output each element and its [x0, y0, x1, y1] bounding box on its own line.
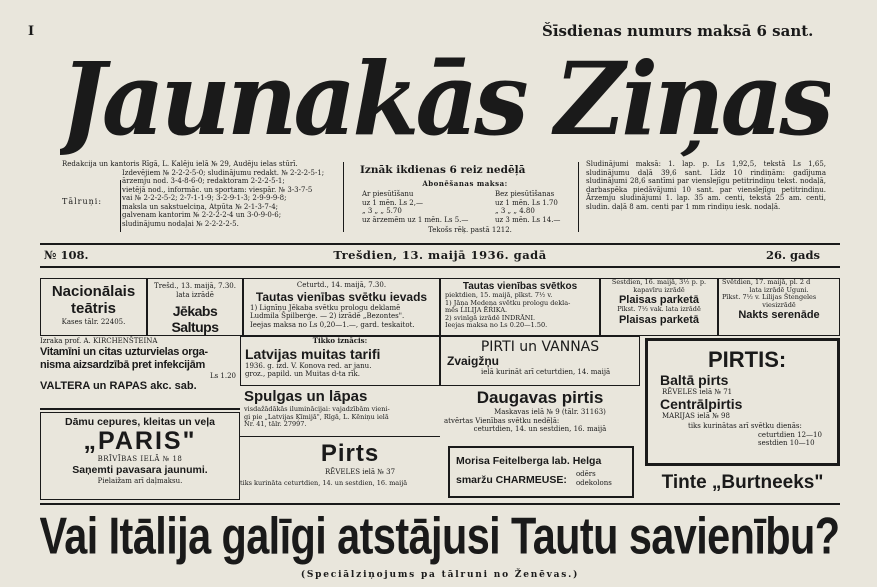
ad-address: RĒVELES ielā № 71: [662, 388, 733, 396]
ad-text: visdažādākās iluminācijai: vajadzībām vieni-: [244, 405, 390, 413]
ad-price: Ls 1.20: [209, 371, 236, 380]
ad-title: Vitamīni un citas uzturvielas orga-: [40, 345, 208, 358]
sub-line: „ 3 „ „ 4.80: [495, 207, 535, 215]
ad-text: Ceturtd., 14. maijā, 7.30.: [296, 281, 387, 289]
ad-text: gi pie „Latvijas Ķīmijā", Rīgā, L. Kēniņu ielā: [244, 412, 389, 421]
ad-title: Daugavas pirtis: [476, 388, 604, 407]
ad-text: Ieejas maksa no Ls 0,20—1.—, gard. teskaitot.: [250, 320, 415, 329]
ad-title: Nakts serenāde: [738, 309, 820, 321]
ad-text: Trešd., 13. maijā, 7.30.: [154, 282, 236, 290]
ad-text: tiks kurinātas arī svētku dienās:: [688, 422, 802, 430]
headline: [40, 506, 840, 568]
ad-festival-intro: [243, 278, 440, 336]
ad-title: Spulgas un lāpas: [244, 388, 368, 405]
info-line: sludinājumu nodaļai № 2-2-2-2-5.: [122, 219, 239, 228]
ad-text: Tikko iznācis:: [312, 336, 368, 345]
ad-serenade: [718, 278, 840, 336]
ad-text: Pīkst. 7½ v. Lilijas Štengeles: [722, 293, 817, 301]
ad-title: Jēkabs Saltups: [171, 303, 219, 335]
ad-title: Tinte „Burtneeks": [661, 472, 824, 493]
ad-vitamins: [40, 336, 240, 410]
ad-pirtis: [645, 338, 840, 466]
ad-text: 2) svinīgā izrādē INDRĀNI.: [445, 313, 536, 322]
ad-festival: [440, 278, 600, 336]
ad-text: atvērtas Vienības svētku nedēļā:: [444, 416, 560, 425]
ad-title: Tautas vienības svētku ievads: [255, 289, 428, 304]
ad-text: Pielaižam arī daļmaksu.: [97, 476, 183, 485]
ad-title: Plaisas parketā: [618, 313, 700, 326]
ad-address: MARIJAS ielā № 98: [662, 411, 730, 420]
editorial-info: [62, 160, 342, 228]
ad-text: ceturtdien 12—10: [758, 430, 822, 439]
ad-maker: VALTERA un RAPAS akc. sab.: [40, 380, 197, 392]
ad-text: groz., papild. un Muitas d-ta rīk.: [245, 370, 361, 378]
ad-text: piektdien, 15. maijā, pīkst. 7½ v.: [445, 291, 553, 299]
ad-text: Ludmila Špilberģe. — 2) izrādē „Bezontes".: [250, 312, 405, 320]
ad-perfume: [448, 446, 634, 498]
ad-text: lata izrādē Uguni.: [749, 285, 809, 294]
ad-title: PIRTIS:: [708, 347, 787, 372]
page-number: I: [28, 24, 35, 39]
ad-saltups: [147, 278, 243, 336]
ad-text: Svētdien, 17. maijā, pl. 2 d: [722, 278, 811, 286]
ad-text: 1936. g. izd. V. Konova red. ar janu.: [245, 361, 372, 370]
ad-bathhouse: [240, 440, 440, 500]
ad-plaisas: [600, 278, 718, 336]
ad-national-theatre: [40, 278, 147, 336]
ad-text: ielā kurināt arī ceturtdien, 14. maijā: [481, 368, 611, 376]
ad-address: RĒVELES ielā № 37: [324, 468, 396, 476]
ad-text: 1) Lignīņu Jēkaba svētku prologu deklamē: [250, 303, 401, 312]
ad-title: Plaisas parketā: [618, 294, 700, 306]
info-line: galvenam kantorim № 2-2-2-2-4 un 3-0-9-0-6;: [122, 211, 282, 219]
ad-sparklers: [240, 388, 440, 437]
ad-title: PIRTI un VANNAS: [480, 339, 600, 355]
info-line: vai № 2-2-2-5-2; 2-7-1-1-9; 3-2-9-1-3; 2-9-9-9-8;: [122, 194, 287, 202]
sub-line: uz ārzemēm uz 1 mēn. Ls 5.—: [362, 215, 469, 224]
rule: [40, 266, 840, 268]
info-line: maksla un sakstuelciņa, Atpūta № 2-1-3-7-4;: [122, 202, 278, 211]
ad-title: smaržu CHARMEUSE:: [456, 474, 567, 486]
ad-text: odērs odekolons: [575, 470, 612, 487]
ad-customs-tariff: [240, 336, 440, 386]
issue-number: № 108.: [44, 248, 89, 262]
ad-text: Pīkst. 7½ vak. lata izrādē: [617, 305, 701, 313]
ad-title: Morisa Feitelberga lab. Helga: [456, 455, 602, 467]
ad-daugava-baths: [440, 388, 640, 442]
rule: [40, 503, 840, 505]
ad-text: Kases tālr. 22405.: [61, 318, 126, 326]
sub-line: uz 3 mēn. Ls 14.—: [495, 215, 561, 224]
ad-title: nisma aizsardzībā pret infekcijām: [40, 358, 205, 371]
ad-text: ceturtdien, 14. un sestdien, 16. maijā: [473, 425, 607, 433]
sub-line: uz 1 mēn. Ls 2,—: [362, 198, 423, 207]
masthead-title: Jaunakās Ziņas: [60, 40, 830, 158]
ad-text: Ieejas maksa no Ls 0.20—1.50.: [445, 321, 548, 329]
ad-text: lata izrādē: [176, 290, 214, 299]
subscription-right: [495, 190, 575, 224]
ad-text: sestdien 10—10: [758, 439, 815, 447]
ad-text: kapavīru izrādē: [633, 285, 685, 294]
ad-title: Pirts: [320, 440, 380, 467]
masthead: [60, 40, 830, 158]
ad-title: Tautas vienības svētkos: [462, 281, 578, 292]
ad-text: Sestdien, 16. maijā, 3½ p. p.: [611, 278, 707, 286]
info-divider: [578, 162, 579, 232]
ad-text: Dāmu cepures, kleitas un veļa: [65, 416, 215, 428]
ad-text: 1) Jāņa Medeņa svētku prologu dekla-: [445, 298, 571, 307]
ad-text: viesizrādē: [762, 300, 796, 309]
ad-rates: Sludinājumi maksā: 1. lap. p. Ls 1,92,5, tekstā Ls 1,65, sludinājumu daļā 39,6 sant. Līdz 10 rindiņām: gadījuma sludinājumi 28,6 santīmi par vienslejīgu petitrindiņu tekst. nodaļā, darbaspēka piedāvājumi 10 sant. par vienslejīgu petitrindiņu. Ārzemju sludinājumi 1. lap. 35 am. centi, tekstā 25 am. centi, sludin. daļā 8 am. centi par 1 mm rindiņu iesk. nodaļā.: [586, 160, 826, 211]
ad-title: Nacionālais teātris: [51, 283, 136, 317]
sub-line: Bez piesūtīšanas: [495, 190, 555, 198]
info-line: ārzemju nod. 3-4-8-6-0; redaktoram 2-2-2-5-1;: [122, 177, 285, 185]
ad-title: Baltā pirts: [660, 372, 729, 388]
ad-text: Izraka prof. A. KIRCHENŠTEINA: [40, 337, 158, 345]
price-notice: Šīsdienas numurs maksā 6 sant.: [542, 22, 814, 40]
info-line: vietējā nod., informāc. un sportam: viespār. № 3-3-7-5: [122, 185, 313, 194]
headline-subtitle: (Speciālziņojums pa tālruni no Ženēvas.): [300, 570, 580, 580]
info-line: Izdevējiem № 2-2-2-5-0; sludinājumu redakt. № 2-2-2-5-1;: [122, 168, 325, 177]
ad-text: mēs LILIJA ĒRIKA.: [445, 306, 508, 314]
sub-line: „ 3 „ „ 5.70: [362, 207, 402, 215]
ad-text: Nr. 41, tālr. 27997.: [244, 420, 307, 428]
info-line: Redakcija un kantoris Rīgā, L. Kalēju ielā № 29, Audēju ielas stūrī.: [62, 160, 298, 168]
ad-title: „PARIS": [83, 427, 197, 455]
rule: [40, 243, 840, 245]
sub-line: uz 1 mēn. Ls 1.70: [495, 198, 558, 207]
ad-address: BRĪVĪBAS IELĀ № 18: [97, 455, 183, 463]
ad-title: Centrālpirtis: [660, 395, 743, 412]
sub-line: Ar piesūtīšanu: [362, 190, 414, 198]
headline-title: Vai Itālija galīgi atstājusi Tautu savienību?: [40, 506, 840, 565]
info-divider: [343, 162, 344, 232]
ad-title: Zvaigžņu: [447, 354, 500, 368]
ad-text: Saņemti pavasara jaunumi.: [72, 463, 208, 476]
frequency-title: Iznāk ikdienas 6 reiz nedēļā: [360, 164, 526, 176]
ad-text: Maskavas ielā № 9 (tālr. 31163): [494, 408, 606, 416]
ad-paris: [40, 412, 240, 500]
subscription-title: Abonēšanas maksa:: [422, 179, 508, 188]
issue-date: Trešdien, 13. maijā 1936. gadā: [333, 248, 547, 262]
account-line: Tekošs rēķ. pastā 1212.: [428, 226, 512, 234]
phones-label: Tālruņi:: [62, 197, 103, 206]
ad-text: tiks kurināta ceturtdien, 14. un sestdien, 16. maijā: [240, 478, 408, 487]
ad-title: Latvijas muitas tarifi: [245, 345, 381, 362]
volume-year: 26. gads: [766, 248, 821, 262]
subscription-left: [362, 190, 472, 224]
ad-baths: [440, 336, 640, 386]
info-divider: [120, 180, 121, 232]
ad-ink: [645, 468, 840, 500]
